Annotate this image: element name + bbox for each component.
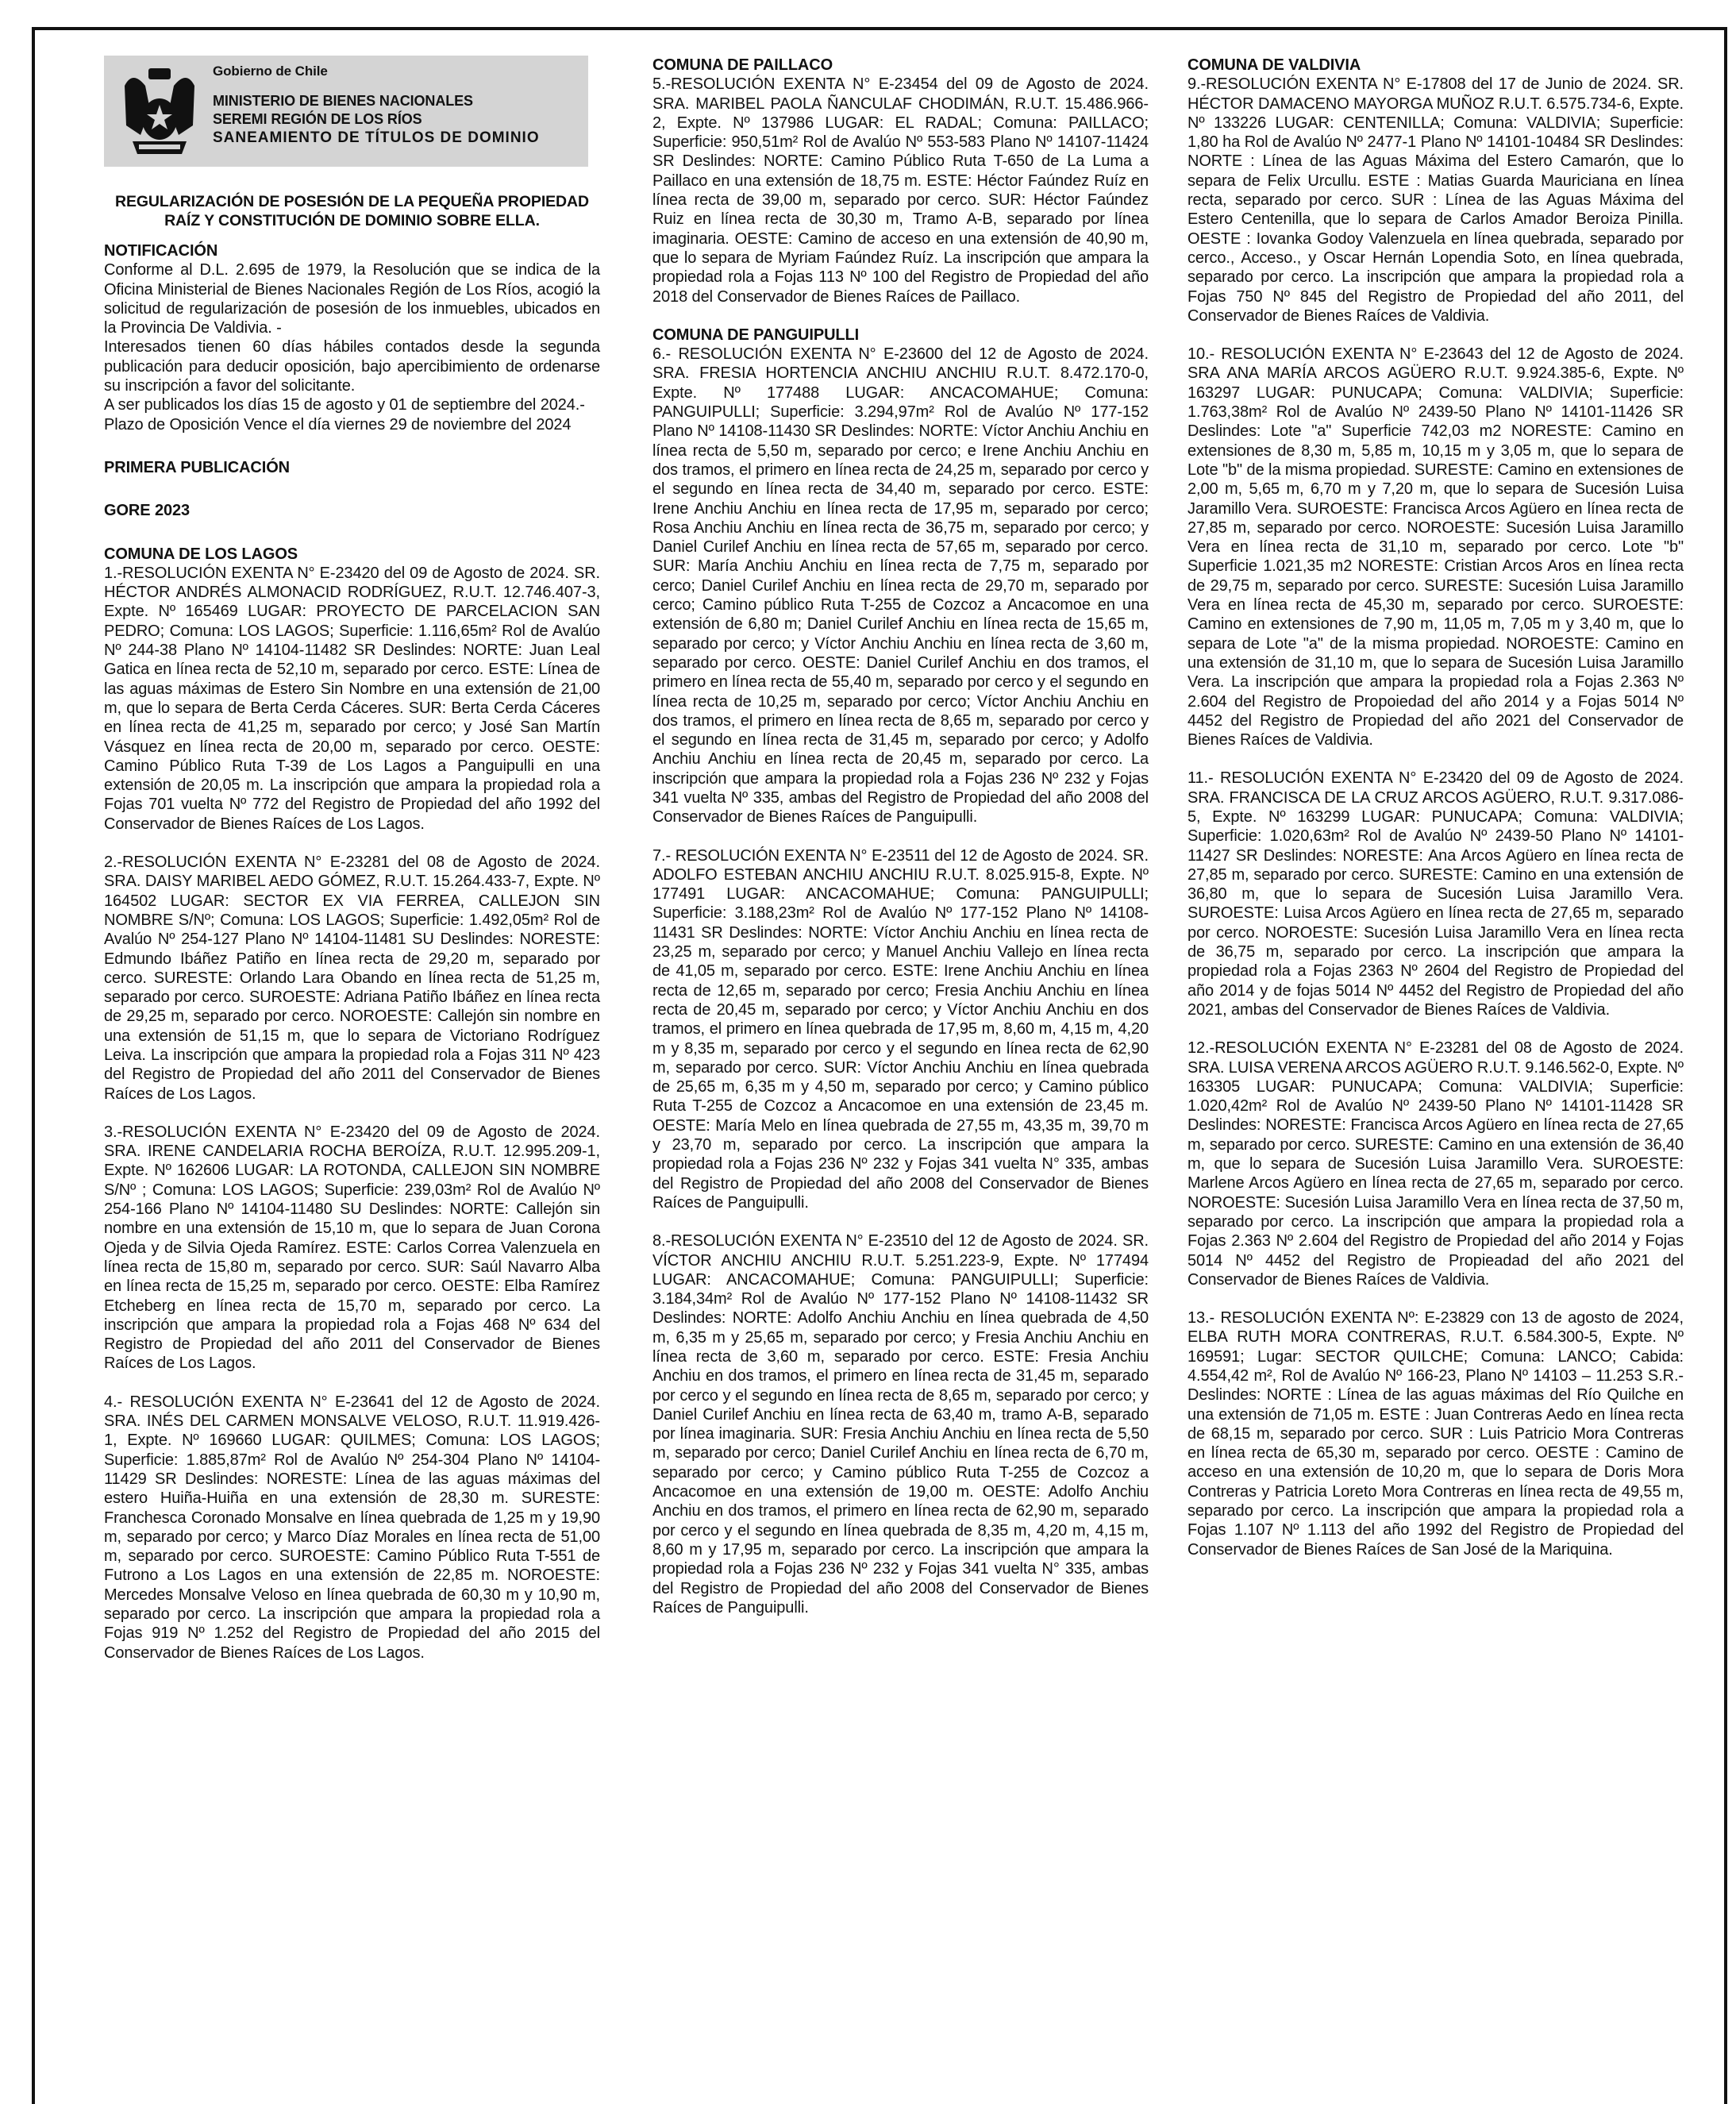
resolution-entry: 8.-RESOLUCIÓN EXENTA N° E-23510 del 12 de Agosto de 2024. SR. VÍCTOR ANCHIU ANCHIU R.U.T. 5.251.223-9, Expte. Nº 177494 LUGAR: ANCACOMAHUE; Comuna: PANGUIPULLI; Superficie: 3.184,34m² Rol de Avalúo Nº 177-152 Plano Nº 14108-11432 SR Deslindes: NORTE: Adolfo Anchiu Anchiu en línea quebrada de 4,50 m, 6,35 m y 25,65 m, separado por cerco; y Fresia Anchiu Anchiu en línea recta de 3,60 m, separado por cerco. ESTE: Fresia Anchiu Anchiu en dos tramos, el primero en línea recta de 31,45 m, separado por cerco y el segundo en línea recta de 8,65 m, separado por cerco; y Daniel Curilef Anchiu en línea recta de 63,40 m, tramo A-B, separado por línea imaginaria. SUR: Fresia Anchiu Anchiu en línea recta de 5,50 m, separado por cerco; Daniel Curilef Anchiu en línea recta de 6,70 m, separado por cerco; y Camino público Ruta T-255 de Cozcoz a Ancacomoe en una extensión de 19,00 m. OESTE: Adolfo Anchiu Anchiu en dos tramos, el primero en línea recta de 62,90 m, separado por cerco y el segundo en línea quebrada de 8,35 m, 4,20 m, 4,15 m, 8,60 m y 17,95 m, separado por cerco. La inscripción que ampara la propiedad rola a Fojas 236 Nº 232 y Fojas 341 vuelta N° 335, ambas del Registro de Propiedad del año 2008 del Conservador de Bienes Raíces de Panguipulli. [652,1232,1149,1617]
notice-paragraph-3: A ser publicados los días 15 de agosto y 01 de septiembre del 2024.- [104,396,585,414]
resolution-entry: 6.- RESOLUCIÓN EXENTA N° E-23600 del 12 de Agosto de 2024. SRA. FRESIA HORTENCIA ANCHIU ANCHIU R.U.T. 8.472.170-0, Expte. Nº 177488 LUGAR: ANCACOMAHUE; Comuna: PANGUIPULLI; Superficie: 3.294,97m² Rol de Avalúo Nº 177-152 Plano Nº 14108-11430 SR Deslindes: NORTE: Víctor Anchiu Anchiu en línea recta de 5,50 m, separado por cerco; e Irene Anchiu Anchiu en dos tramos, el primero en línea recta de 24,25 m, separado por cerco y el segundo en línea recta de 34,40 m, separado por cerco. ESTE: Irene Anchiu Anchiu en línea recta de 17,95 m, separado por cerco; Rosa Anchiu Anchiu en línea recta de 36,75 m, separado por cerco; y Daniel Curilef Anchiu en línea recta de 57,65 m, separado por cerco. SUR: María Anchiu Anchiu en línea recta de 7,75 m, separado por cerco; Daniel Curilef Anchiu en línea recta de 29,70 m, separado por cerco; Camino público Ruta T-255 de Cozcoz a Ancacomoe en una extensión de 6,80 m; Daniel Curilef Anchiu en línea recta de 15,65 m, separado por cerco; y Víctor Anchiu Anchiu en línea recta de 3,60 m, separado por cerco. OESTE: Daniel Curilef Anchiu en dos tramos, el primero en línea recta de 55,40 m, separado por cerco y el segundo en línea recta de 10,25 m, separado por cerco; Víctor Anchiu Anchiu en dos tramos, el primero en línea recta de 8,65 m, separado por cerco y el segundo en línea recta de 31,45 m, separado por cerco; y Adolfo Anchiu Anchiu en línea recta de 20,45 m, separado por cerco. La inscripción que ampara la propiedad rola a Fojas 236 Nº 232 y Fojas 341 vuelta Nº 335, ambas del Registro de Propiedad del año 2008 del Conservador de Bienes Raíces de Panguipulli. [652,345,1149,827]
resolution-entry: 10.- RESOLUCIÓN EXENTA N° E-23643 del 12 de Agosto de 2024. SRA ANA MARÍA ARCOS AGÜERO R.U.T. 9.924.385-6, Expte. Nº 163297 LUGAR: PUNUCAPA; Comuna: VALDIVIA; Superficie: 1.763,38m² Rol de Avalúo Nº 2439-50 Plano Nº 14101-11426 SR Deslindes: Lote "a" Superficie 742,03 m2 NORESTE: Camino en extensiones de 8,30 m, 5,85 m, 10,15 m y 3,05 m, que lo separa de Lote "b" de la misma propiedad. SURESTE: Camino en extensiones de 2,00 m, 5,65 m, 6,70 m y 7,20 m, que lo separa de Sucesión Luisa Jaramillo Vera. SUROESTE: Francisca Arcos Agüero en línea recta de 27,85 m, separado por cerco. NOROESTE: Sucesión Luisa Jaramillo Vera en línea recta de 31,10 m, separado por cerco. Lote "b" Superficie 1.021,35 m2 NORESTE: Cristian Arcos Aros en línea recta de 29,75 m, separado por cerco. SURESTE: Sucesión Luisa Jaramillo Vera en línea recta de 45,30 m, separado por cerco. SUROESTE: Camino en extensiones de 7,90 m, 11,05 m, 7,05 m y 3,40 m, que lo separa de Lote "a" de la misma propiedad. NOROESTE: Camino en una extensión de 31,10 m, que lo separa de Sucesión Luisa Jaramillo Vera. La inscripción que ampara la propiedad rola a Fojas 2.363 Nº 2.604 del Registro de Propoiedad del año 2014 y a Fojas 5014 Nº 4452 del Registro de Propiedad del año 2021 del Conservador de Bienes Raíces de Valdivia. [1187,345,1684,750]
resolution-entry: 5.-RESOLUCIÓN EXENTA N° E-23454 del 09 de Agosto de 2024. SRA. MARIBEL PAOLA ÑANCULAF CHODIMÁN, R.U.T. 15.486.966-2, Expte. Nº 137986 LUGAR: EL RADAL; Comuna: PAILLACO; Superficie: 950,51m² Rol de Avalúo Nº 553-583 Plano Nº 14107-11424 SR Deslindes: NORTE: Camino Público Ruta T-650 de La Luma a Paillaco en una extensión de 18,75 m. ESTE: Héctor Faúndez Ruíz en línea recta de 39,00 m, separado por cerco. SUR: Héctor Faúndez Ruiz en línea recta de 30,30 m, Tramo A-B, separado por línea imaginaria. OESTE: Camino de acceso en una extensión de 40,90 m, que lo separa de Myriam Faúndez Ruíz. La inscripción que ampara la propiedad rola a Fojas 113 Nº 100 del Registro de Propiedad del año 2018 del Conservador de Bienes Raíces de Paillaco. [652,75,1149,306]
column-2 [652,56,1149,1636]
gobierno-label: Gobierno de Chile [213,64,328,79]
comuna-heading: COMUNA DE PANGUIPULLI [652,326,860,344]
resolution-entry: 11.- RESOLUCIÓN EXENTA N° E-23420 del 09 de Agosto de 2024. SRA. FRANCISCA DE LA CRUZ ARCOS AGÜERO, R.U.T. 9.317.086-5, Expte. Nº 163299 LUGAR: PUNUCAPA; Comuna: VALDIVIA; Superficie: 1.020,63m² Rol de Avalúo Nº 2439-50 Plano Nº 14101-11427 SR Deslindes: NORESTE: Ana Arcos Agüero en línea recta de 27,85 m, separado por cerco. SURESTE: Camino en una extensión de 36,80 m, que lo separa de Sucesión Luisa Jaramillo Vera. SUROESTE: Luisa Arcos Agüero en línea recta de 27,65 m, separado por cerco. NOROESTE: Sucesión Luisa Jaramillo Vera en línea recta de 36,75 m, separado por cerco. La inscripción que ampara la propiedad rola a Fojas 2363 Nº 2604 del Registro de Propiedad del año 2014 y de fojas 5014 Nº 4452 del Registro de Propiedad del año 2021, ambas del Conservador de Bienes Raíces de Valdivia. [1187,769,1684,1019]
saneamiento-label: SANEAMIENTO DE TÍTULOS DE DOMINIO [213,129,540,147]
ministerio-label: MINISTERIO DE BIENES NACIONALES [213,93,473,110]
notice-headline: REGULARIZACIÓN DE POSESIÓN DE LA PEQUEÑA PROPIEDAD RAÍZ Y CONSTITUCIÓN DE DOMINIO SOBRE ELLA. [114,193,590,229]
notice-paragraph-4: Plazo de Oposición Vence el día viernes 29 de noviembre del 2024 [104,415,572,434]
column-3 [1187,56,1684,1578]
seremi-label: SEREMI REGIÓN DE LOS RÍOS [213,111,422,128]
resolution-entry: 2.-RESOLUCIÓN EXENTA N° E-23281 del 08 de Agosto de 2024. SRA. DAISY MARIBEL AEDO GÓMEZ, R.U.T. 15.264.433-7, Expte. Nº 164502 LUGAR: SECTOR EX VIA FERREA, CALLEJON SIN NOMBRE S/Nº; Comuna: LOS LAGOS; Superficie: 1.492,05m² Rol de Avalúo Nº 254-127 Plano Nº 14104-11481 SU Deslindes: NORESTE: Edmundo Ibáñez Patiño en línea recta de 29,20 m, separado por cerco. SURESTE: Orlando Lara Obando en línea recta de 51,25 m, separado por cerco. SUROESTE: Adriana Patiño Ibáñez en línea recta de 29,25 m, separado por cerco. NOROESTE: Callejón sin nombre en una extensión de 51,15 m, que lo separa de Victoriano Rodríguez Leiva. La inscripción que ampara la propiedad rola a Fojas 311 Nº 423 del Registro de Propiedad del año 2011 del Conservador de Bienes Raíces de Los Lagos. [104,854,600,1103]
primera-publicacion-label: PRIMERA PUBLICACIÓN [104,458,291,476]
notice-paragraph-1: Conforme al D.L. 2.695 de 1979, la Resolución que se indica de la Oficina Ministerial de Bienes Nacionales Región de Los Ríos, acogió la solicitud de regularización de posesión de los inmuebles, ubicados en la Provincia De Valdivia. - [104,261,600,337]
resolution-entry: 4.- RESOLUCIÓN EXENTA N° E-23641 del 12 de Agosto de 2024. SRA. INÉS DEL CARMEN MONSALVE VELOSO, R.U.T. 11.919.426-1, Expte. Nº 169660 LUGAR: QUILMES; Comuna: LOS LAGOS; Superficie: 1.885,87m² Rol de Avalúo Nº 254-304 Plano Nº 14104-11429 SR Deslindes: NORESTE: Línea de las aguas máximas del estero Huiña-Huiña en una extensión de 28,30 m. SURESTE: Franchesca Coronado Monsalve en línea quebrada de 1,25 m y 19,90 m, separado por cerco; y Marco Díaz Morales en línea recta de 51,00 m, separado por cerco. SUROESTE: Camino Público Ruta T-551 de Futrono a Los Lagos en una extensión de 22,85 m. NOROESTE: Mercedes Monsalve Veloso en línea quebrada de 60,30 m y 10,90 m, separado por cerco. La inscripción que ampara la propiedad rola a Fojas 919 Nº 1.252 del Registro de Propiedad del año 2015 del Conservador de Bienes Raíces de Los Lagos. [104,1393,600,1662]
resolution-entry: 9.-RESOLUCIÓN EXENTA N° E-17808 del 17 de Junio de 2024. SR. HÉCTOR DAMACENO MAYORGA MUÑOZ R.U.T. 6.575.734-6, Expte. Nº 133226 LUGAR: CENTENILLA; Comuna: VALDIVIA; Superficie: 1,80 ha Rol de Avalúo Nº 2477-1 Plano Nº 14101-10484 SR Deslindes: NORTE : Línea de las Aguas Máxima del Estero Camarón, que lo separa de Felix Urcullu. ESTE : Matias Guarda Mauriciana en línea recta, separado por cerco. SUR : Línea de las Aguas Máxima del Estero Centenilla, que lo separa de Carlos Amador Beroiza Pinilla. OESTE : Iovanka Godoy Valenzuela en línea quebrada, separado por cerco., Acceso., y Oscar Hernán Lopendia Soto, en línea quebrada, separado por cerco. La inscripción que ampara la propiedad rola a Fojas 750 Nº 845 del Registro de Propiedad del año 2011, del Conservador de Bienes Raíces de Valdivia. [1187,75,1684,325]
gore-label: GORE 2023 [104,502,191,520]
comuna-heading: COMUNA DE PAILLACO [652,56,833,74]
banner-text [213,62,540,148]
column-1 [104,56,600,1682]
government-banner [104,56,588,167]
comuna-heading: COMUNA DE LOS LAGOS [104,545,298,563]
resolution-entry: 7.- RESOLUCIÓN EXENTA N° E-23511 del 12 de Agosto de 2024. SR. ADOLFO ESTEBAN ANCHIU ANCHIU R.U.T. 8.025.915-8, Expte. Nº 177491 LUGAR: ANCACOMAHUE; Comuna: PANGUIPULLI; Superficie: 3.188,23m² Rol de Avalúo Nº 177-152 Plano Nº 14108-11431 SR Deslindes: NORTE: Víctor Anchiu Anchiu en línea recta de 23,25 m, separado por cerco; y Manuel Anchiu Vallejo en línea recta de 41,05 m, separado por cerco. ESTE: Irene Anchiu Anchiu en línea recta de 12,65 m, separado por cerco; Fresia Anchiu Anchiu en línea recta de 20,45 m, separado por cerco; y Víctor Anchiu Anchiu en dos tramos, el primero en línea quebrada de 17,95 m, 8,60 m, 4,15 m, 4,20 m y 8,35 m, separado por cerco y el segundo en línea recta de 62,90 m, separado por cerco. SUR: Víctor Anchiu Anchiu en línea quebrada de 25,65 m, 6,35 m y 4,50 m, separado por cerco; y Camino público Ruta T-255 de Cozcoz a Ancacomoe en una extensión de 23,45 m. OESTE: María Melo en línea quebrada de 27,55 m, 43,35 m, 39,70 m y 23,70 m, separado por cerco. La inscripción que ampara la propiedad rola a Fojas 236 Nº 232 y Fojas 341 vuelta N° 335, ambas del Registro de Propiedad del año 2008 del Conservador de Bienes Raíces de Panguipulli. [652,846,1149,1212]
notificacion-title: NOTIFICACIÓN [104,242,218,260]
resolution-entry: 3.-RESOLUCIÓN EXENTA N° E-23420 del 09 de Agosto de 2024. SRA. IRENE CANDELARIA ROCHA BEROÍZA, R.U.T. 12.995.209-1, Expte. Nº 162606 LUGAR: LA ROTONDA, CALLEJON SIN NOMBRE S/Nº ; Comuna: LOS LAGOS; Superficie: 239,03m² Rol de Avalúo Nº 254-166 Plano Nº 14104-11480 SU Deslindes: NORTE: Callejón sin nombre en una extensión de 15,10 m, que lo separa de Juan Corona Ojeda y de Silvia Ojeda Ramírez. ESTE: Carlos Correa Valenzuela en línea recta de 15,80 m, separado por cerco. SUR: Saúl Navarro Alba en línea recta de 15,25 m, separado por cerco. OESTE: Elba Ramírez Etcheberg en línea recta de 15,70 m, separado por cerco. La inscripción que ampara la propiedad rola a Fojas 468 Nº 634 del Registro de Propiedad del año 2011 del Conservador de Bienes Raíces de Los Lagos. [104,1123,600,1373]
coat-of-arms-icon [109,62,210,160]
resolution-entry: 1.-RESOLUCIÓN EXENTA N° E-23420 del 09 de Agosto de 2024. SR. HÉCTOR ANDRÉS ALMONACID RODRÍGUEZ, R.U.T. 12.746.407-3, Expte. Nº 165469 LUGAR: PROYECTO DE PARCELACION SAN PEDRO; Comuna: LOS LAGOS; Superficie: 1.116,65m² Rol de Avalúo Nº 244-38 Plano Nº 14104-11482 SR Deslindes: NORTE: Juan Leal Gatica en línea recta de 52,10 m, separado por cerco. ESTE: Línea de las aguas máximas de Estero Sin Nombre en una extensión de 21,00 m, que lo separa de Berta Cerda Cáceres. SUR: Berta Cerda Cáceres en línea recta de 41,25 m, separado por cerco; y José San Martín Vásquez en línea recta de 20,00 m, separado por cerco. OESTE: Camino Público Ruta T-39 de Los Lagos a Panguipulli en una extensión de 20,05 m. La inscripción que ampara la propiedad rola a Fojas 701 vuelta Nº 772 del Registro de Propiedad del año 1992 del Conservador de Bienes Raíces de Los Lagos. [104,564,600,833]
resolution-entry: 13.- RESOLUCIÓN EXENTA Nº: E-23829 con 13 de agosto de 2024, ELBA RUTH MORA CONTRERAS, R.U.T. 6.584.300-5, Expte. Nº 169591; Lugar: SECTOR QUILCHE; Comuna: LANCO; Cabida: 4.554,42 m², Rol de Avalúo Nº 166-23, Plano Nº 14103 – 11.253 S.R.- Deslindes: NORTE : Línea de las aguas máximas del Río Quilche en una extensión de 71,05 m. ESTE : Juan Contreras Aedo en línea recta de 68,15 m, separado por cerco. SUR : Luis Patricio Mora Contreras en línea recta de 65,30 m, separado por cerco. OESTE : Camino de acceso en una extensión de 10,20 m, que lo separa de Doris Mora Contreras y Patricia Loreto Mora Contreras en línea recta de 49,55 m, separado por cerco. La inscripción que ampara la propiedad rola a Fojas 1.107 Nº 1.113 del año 1992 del Registro de Propiedad del Conservador de Bienes Raíces de San José de la Mariquina. [1187,1309,1684,1559]
resolution-entry: 12.-RESOLUCIÓN EXENTA N° E-23281 del 08 de Agosto de 2024. SRA. LUISA VERENA ARCOS AGÜERO R.U.T. 9.146.562-0, Expte. Nº 163305 LUGAR: PUNUCAPA; Comuna: VALDIVIA; Superficie: 1.020,42m² Rol de Avalúo Nº 2439-50 Plano Nº 14101-11428 SR Deslindes: NORESTE: Francisca Arcos Agüero en línea recta de 27,65 m, separado por cerco. SURESTE: Camino en una extensión de 36,40 m, que lo separa de Sucesión Luisa Jaramillo Vera. SUROESTE: Marlene Arcos Agüero en línea recta de 27,65 m, separado por cerco. NOROESTE: Sucesión Luisa Jaramillo Vera en línea recta de 37,50 m, separado por cerco. La inscripción que ampara la propiedad rola a Fojas 2.363 Nº 2.604 del Registro de Propiedad del año 2014 y Fojas 5014 Nº 4452 del Registro de Propieadad del año 2021 del Conservador de Bienes Raíces de Valdivia. [1187,1039,1684,1289]
comuna-heading: COMUNA DE VALDIVIA [1187,56,1361,74]
notice-paragraph-2: Interesados tienen 60 días hábiles contados desde la segunda publicación para deducir oposición, bajo apercibimiento de ordenarse su inscripción a favor del solicitante. [104,338,600,395]
